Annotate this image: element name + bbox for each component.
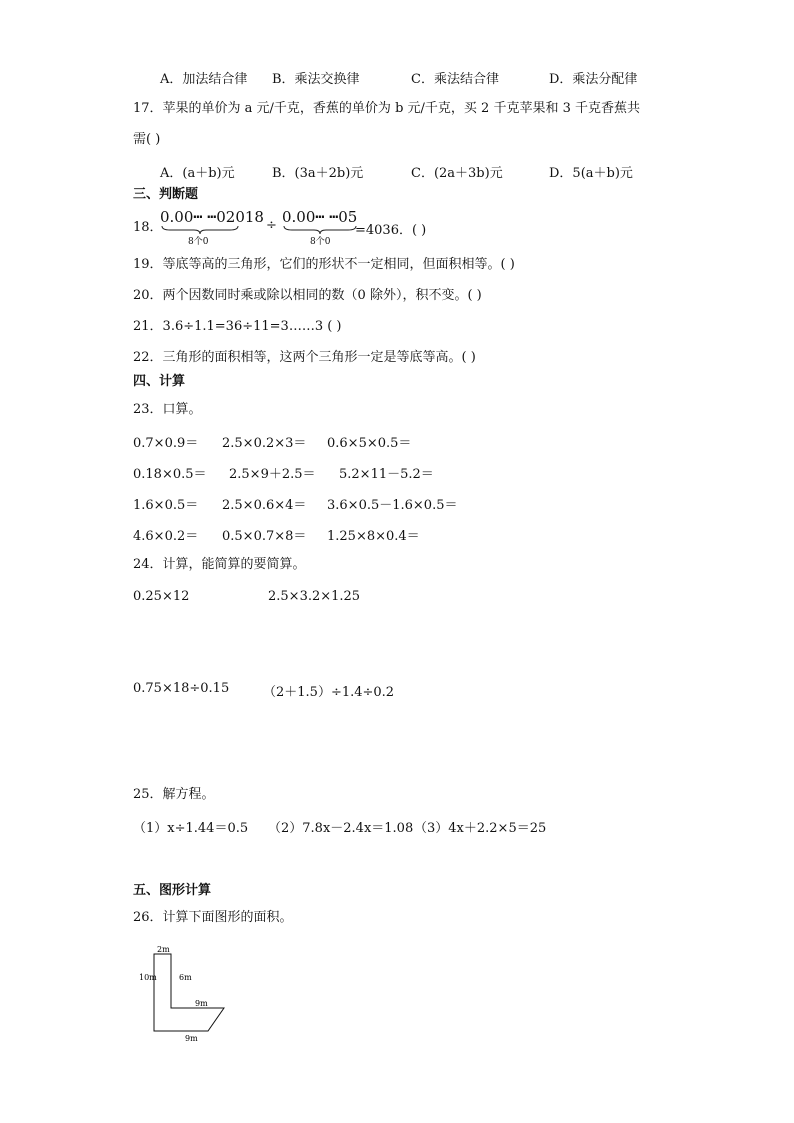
q24-item: 2.5×3.2×1.25: [268, 589, 361, 604]
q23-cell: 0.18×0.5＝: [133, 467, 207, 482]
q18-divide: ÷: [266, 218, 277, 233]
q17-option-b: B．(3a＋2b)元: [272, 166, 364, 181]
section-3-heading: 三、判断题: [133, 187, 199, 202]
q25-item: （2）7.8x－2.4x＝1.08: [268, 821, 414, 836]
q23-cell: 0.7×0.9＝: [133, 436, 199, 451]
q19: 19．等底等高的三角形，它们的形状不一定相同，但面积相等。( ): [133, 257, 515, 272]
figure-label-bottom: 9m: [185, 1034, 198, 1043]
q16-option-d: D．乘法分配律: [549, 72, 638, 87]
figure-label-inner-horizontal: 9m: [195, 999, 208, 1008]
q23-cell: 2.5×0.6×4＝: [222, 498, 307, 513]
q18-term2-under: 8个0: [310, 237, 331, 247]
q17-option-d: D．5(a＋b)元: [549, 166, 633, 181]
q18-tail: =4036．( ): [355, 223, 427, 238]
section-5-heading: 五、图形计算: [133, 883, 212, 898]
q23-cell: 1.6×0.5＝: [133, 498, 199, 513]
q25-item: （3）4x＋2.2×5＝25: [414, 821, 547, 836]
q23-cell: 0.5×0.7×8＝: [222, 529, 307, 544]
q24-item: 0.75×18÷0.15: [133, 681, 230, 696]
q23-cell: 2.5×9＋2.5＝: [229, 467, 316, 482]
q21: 21．3.6÷1.1=36÷11=3……3 ( ): [133, 319, 342, 334]
figure-label-left: 10m: [139, 973, 157, 982]
figure-label-top: 2m: [157, 945, 170, 954]
q23-cell: 0.6×5×0.5＝: [327, 436, 412, 451]
q25-item: （1）x÷1.44＝0.5: [133, 821, 249, 836]
q18-term1: 0.00┅ ┅02018: [160, 208, 264, 226]
q20: 20．两个因数同时乘或除以相同的数（0 除外），积不变。( ): [133, 288, 482, 303]
q17-line2: 需( ): [133, 132, 161, 147]
q23-title: 23．口算。: [133, 402, 202, 417]
q25-title: 25．解方程。: [133, 787, 215, 802]
q18-term2: 0.00┅ ┅05: [282, 208, 358, 226]
q26-title: 26．计算下面图形的面积。: [133, 910, 293, 925]
q16-option-b: B．乘法交换律: [272, 72, 360, 87]
q18-term1-under: 8个0: [188, 237, 209, 247]
q16-option-a: A．加法结合律: [160, 72, 248, 87]
q23-cell: 4.6×0.2＝: [133, 529, 199, 544]
q23-cell: 1.25×8×0.4＝: [327, 529, 420, 544]
q18-number: 18．: [133, 220, 163, 235]
q17-option-a: A．(a＋b)元: [160, 166, 235, 181]
q24-item: 0.25×12: [133, 589, 190, 604]
q24-item: （2＋1.5）÷1.4÷0.2: [263, 685, 395, 700]
q23-cell: 2.5×0.2×3＝: [222, 436, 307, 451]
section-4-heading: 四、计算: [133, 374, 186, 389]
q17-line1: 17．苹果的单价为 a 元/千克，香蕉的单价为 b 元/千克，买 2 千克苹果和 3 千克香蕉共: [133, 101, 640, 116]
figure-label-inner-vertical: 6m: [179, 973, 192, 982]
q23-cell: 3.6×0.5－1.6×0.5＝: [327, 498, 458, 513]
q16-option-c: C．乘法结合律: [411, 72, 499, 87]
q23-cell: 5.2×11－5.2＝: [339, 467, 434, 482]
q17-option-c: C．(2a＋3b)元: [411, 166, 503, 181]
l-shape-figure: [135, 940, 245, 1050]
q24-title: 24．计算，能简算的要简算。: [133, 557, 306, 572]
q22: 22．三角形的面积相等，这两个三角形一定是等底等高。( ): [133, 350, 476, 365]
